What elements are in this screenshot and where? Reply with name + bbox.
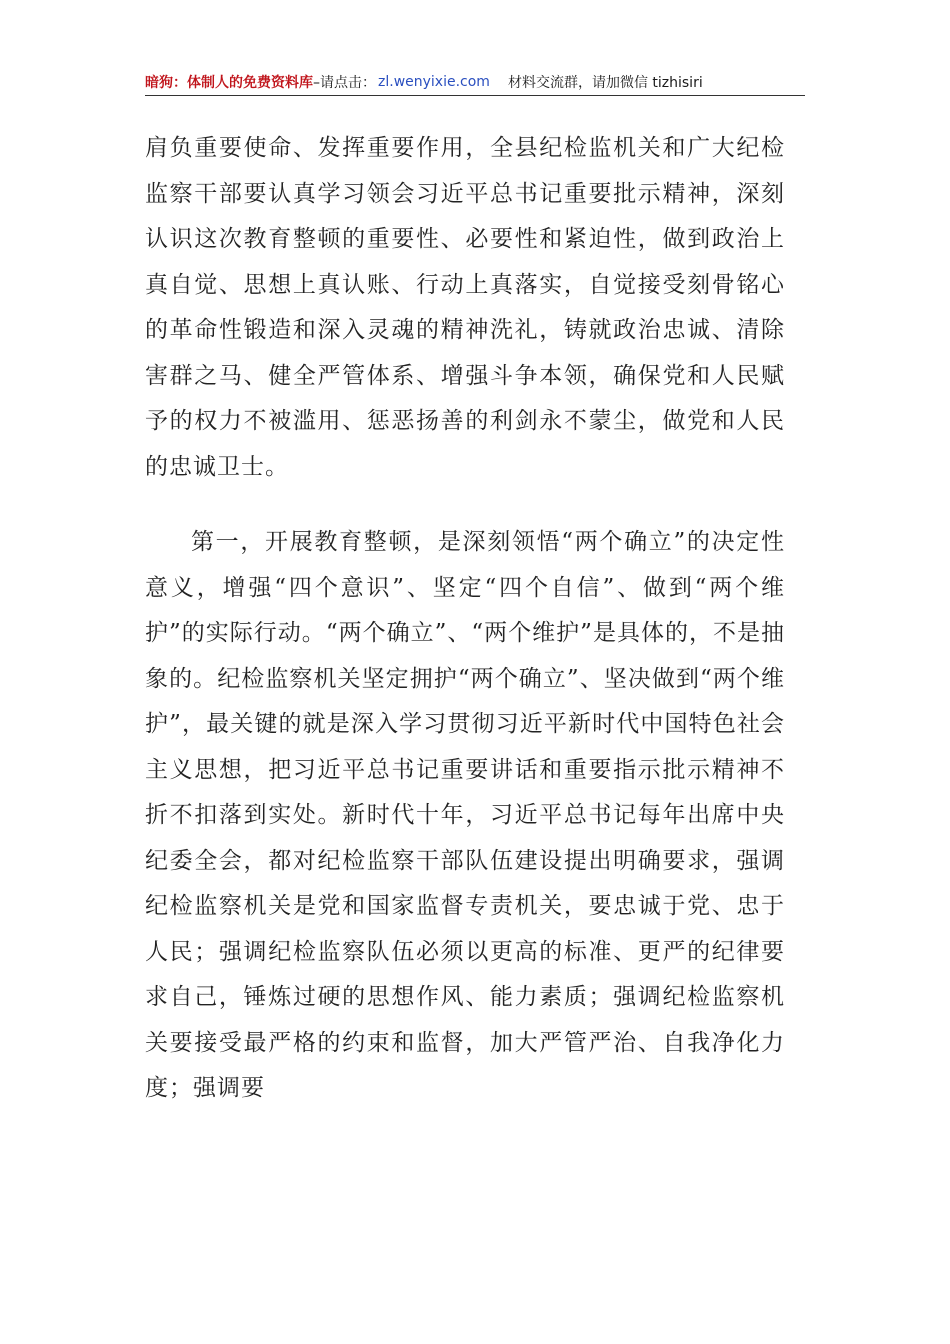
- document-body: [145, 126, 785, 1112]
- header-contact: 材料交流群，请加微信 tizhisiri: [507, 75, 703, 91]
- header-divider: [145, 95, 805, 96]
- paragraph-1: 肩负重要使命、发挥重要作用，全县纪检监机关和广大纪检监察干部要认真学习领会习近平总书记重要批示精神，深刻认识这次教育整顿的重要性、必要性和紧迫性，做到政治上真自觉、思想上真认账、行动上真落实，自觉接受刻骨铭心的革命性锻造和深入灵魂的精神洗礼，铸就政治忠诚、清除害群之马、健全严管体系、增强斗争本领，确保党和人民赋予的权力不被滥用、惩恶扬善的利剑永不蒙尘，做党和人民的忠诚卫士。: [145, 135, 785, 480]
- header-prompt: –请点击：: [313, 75, 376, 91]
- paragraph-2: 第一，开展教育整顿，是深刻领悟“两个确立”的决定性意义，增强“四个意识”、坚定“四个自信”、做到“两个维护”的实际行动。“两个确立”、“两个维护”是具体的，不是抽象的。纪检监察机关坚定拥护“两个确立”、坚决做到“两个维护”，最关键的就是深入学习贯彻习近平新时代中国特色社会主义思想，把习近平总书记重要讲话和重要指示批示精神不折不扣落到实处。新时代十年，习近平总书记每年出席中央纪委全会，都对纪检监察干部队伍建设提出明确要求，强调纪检监察机关是党和国家监督专责机关，要忠诚于党、忠于人民；强调纪检监察队伍必须以更高的标准、更严的纪律要求自己，锤炼过硬的思想作风、能力素质；强调纪检监察机关要接受最严格的约束和监督，加大严管严治、自我净化力度；强调要: [145, 529, 785, 1101]
- page-header: [145, 70, 805, 94]
- header-link[interactable]: zl.wenyixie.com: [378, 74, 490, 90]
- header-brand: 暗狗：体制人的免费资料库: [145, 75, 313, 91]
